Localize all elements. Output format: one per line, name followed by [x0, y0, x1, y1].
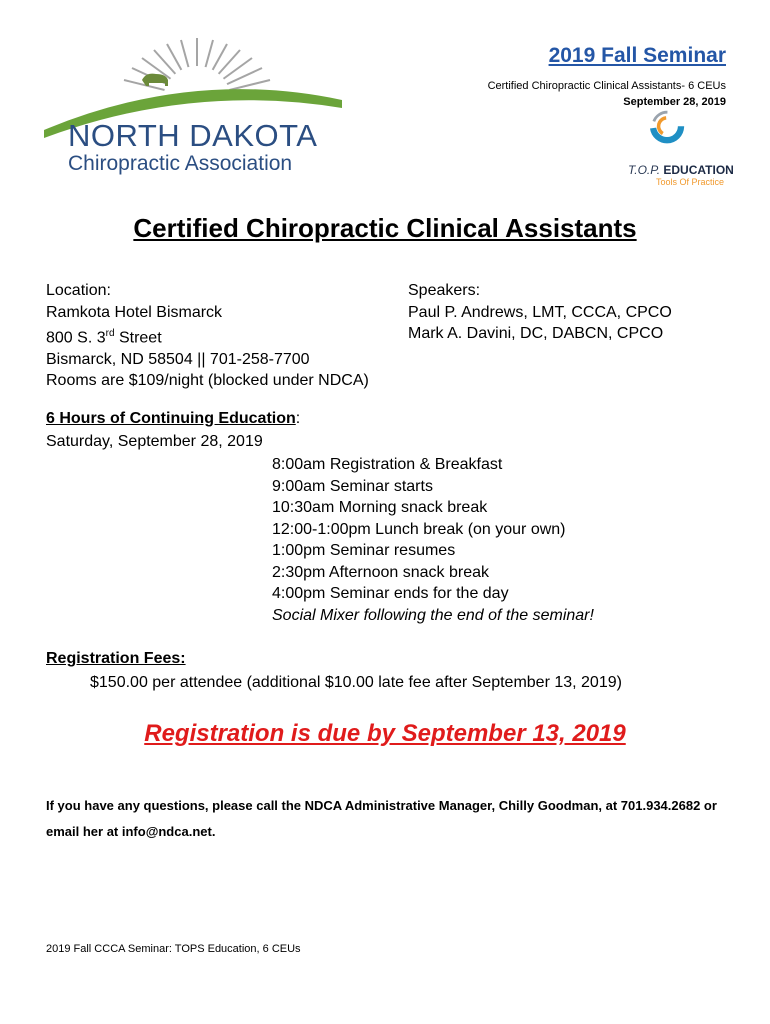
street-address — [46, 323, 369, 349]
speakers-label: Speakers: — [408, 282, 481, 299]
street-rest: Street — [114, 329, 162, 347]
speakers-block — [408, 280, 672, 345]
education-heading-text: 6 Hours of Continuing Education — [46, 410, 296, 427]
top-education-name — [628, 163, 734, 177]
speaker-item: Paul P. Andrews, LMT, CCCA, CPCO — [408, 303, 672, 321]
social-mixer-note: Social Mixer following the end of the seminar! — [272, 606, 594, 624]
seminar-title: 2019 Fall Seminar — [548, 44, 726, 67]
bison-icon — [142, 74, 168, 86]
top-tagline: Tools Of Practice — [656, 177, 725, 187]
hotel-name: Ramkota Hotel Bismarck — [46, 303, 223, 321]
location-block — [46, 280, 369, 392]
fees-text: $150.00 per attendee (additional $10.00 late fee after September 13, 2019) — [90, 674, 622, 691]
seminar-date: September 28, 2019 — [623, 96, 726, 108]
schedule-item: 2:30pm Afternoon snack break — [272, 563, 490, 581]
location-label: Location: — [46, 282, 111, 299]
speaker-item: Mark A. Davini, DC, DABCN, CPCO — [408, 325, 664, 342]
education-heading-colon: : — [295, 410, 301, 427]
street-sup: rd — [105, 328, 115, 339]
schedule-item: 4:00pm Seminar ends for the day — [272, 585, 509, 602]
page-footer: 2019 Fall CCCA Seminar: TOPS Education, 6 CEUs — [46, 943, 301, 955]
education-date: Saturday, September 28, 2019 — [46, 433, 263, 450]
page-title: Certified Chiropractic Clinical Assistants — [133, 213, 637, 243]
schedule-item: 9:00am Seminar starts — [272, 477, 433, 495]
schedule-item: 1:00pm Seminar resumes — [272, 542, 456, 559]
contact-info: If you have any questions, please call the NDCA Administrative Manager, Chilly Goodman, at 701.934.2682 or email her at info@ndca.net. — [46, 798, 717, 839]
education-heading — [46, 410, 300, 428]
ndca-name-line1: NORTH DAKOTA — [68, 118, 318, 153]
schedule-list — [272, 454, 594, 626]
registration-due-notice: Registration is due by September 13, 2019 — [144, 720, 626, 747]
fees-heading: Registration Fees: — [46, 650, 186, 667]
top-prefix: T.O.P. — [628, 163, 661, 177]
schedule-item: 10:30am Morning snack break — [272, 499, 488, 516]
street-num: 800 S. 3 — [46, 329, 106, 347]
city-phone: Bismarck, ND 58504 || 701-258-7700 — [46, 350, 310, 368]
room-rate: Rooms are $109/night (blocked under NDCA) — [46, 372, 369, 390]
schedule-item: 12:00-1:00pm Lunch break (on your own) — [272, 520, 566, 538]
ndca-name-line2: Chiropractic Association — [68, 152, 293, 175]
top-bold: EDUCATION — [663, 163, 734, 177]
top-education-logo-icon — [604, 108, 730, 164]
schedule-item: 8:00am Registration & Breakfast — [272, 456, 503, 473]
seminar-subtitle: Certified Chiropractic Clinical Assistants- 6 CEUs — [487, 80, 726, 92]
